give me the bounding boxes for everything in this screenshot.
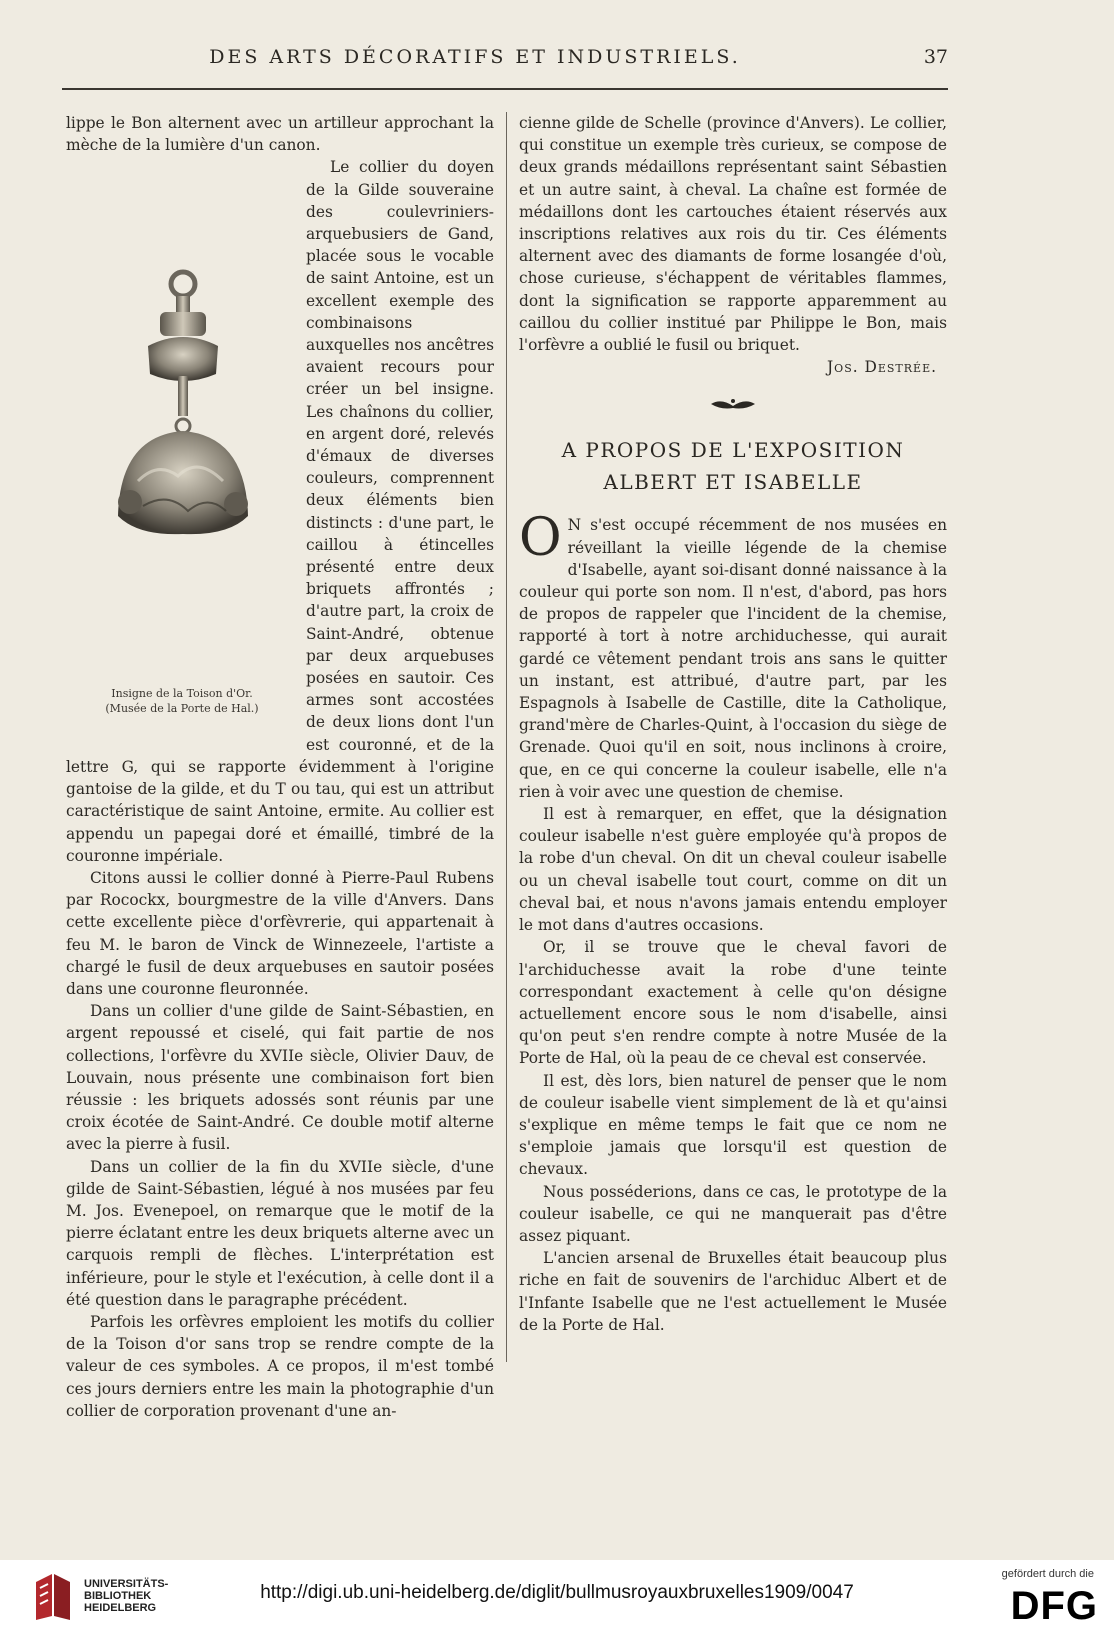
figure-caption <box>66 686 298 716</box>
page-number: 37 <box>923 46 948 68</box>
paragraph: Dans un collier de la fin du XVIIe siècle, d'une gilde de Saint-Sébastien, légué à nos musées par feu M. Jos. Evenepoel, on remarque que le motif de la pierre éclatant entre les deux briquets alterne avec un carquois rempli de flèches. L'interprétation est inférieure, pour le style et l'exécution, à celle dont il a été question dans le paragraphe précédent. <box>66 1157 494 1309</box>
paragraph: Il est, dès lors, bien naturel de penser que le nom de couleur isabelle vient simplement de là et qu'ainsi s'explique en même temps le fait que ce nom ne s'emploie jamais que lorsqu'il est question de chevaux. <box>519 1071 947 1179</box>
paragraph: Citons aussi le collier donné à Pierre-Paul Rubens par Rocockx, bourgmestre de la ville d'Anvers. Dans cette excellente pièce d'orfèvrerie, qui appartenait à feu M. le baron de Vinck de Winnezeele, l'artiste a chargé le fusil de deux arquebuses en sautoir posées dans une couronne fleuronnée. <box>66 868 494 998</box>
section-title-line: A PROPOS DE L'EXPOSITION <box>561 438 905 463</box>
lead-letter: N <box>567 516 582 535</box>
paragraph: Il est à remarquer, en effet, que la désignation couleur isabelle n'est guère employée qu'à propos de la robe d'un cheval. On dit un cheval couleur isabelle ou un cheval isabelle tout court, comme on dit un cheval bai, et nous n'avons jamais entendu employer le mot dans d'autres occasions. <box>519 805 947 935</box>
left-column <box>66 112 494 1422</box>
paragraph: Nous posséderions, dans ce cas, le prototype de la couleur isabelle, ce qui ne manquerait pas d'être assez piquant. <box>519 1182 947 1245</box>
caption-line: (Musée de la Porte de Hal.) <box>105 702 259 716</box>
paragraph: Parfois les orfèvres emploient les motifs du collier de la Toison d'or sans trop se rendre compte de la valeur de ces symboles. A ce propos, il m'est tombé ces jours derniers entre les main la photographie d'un collier de corporation provenant d'une an- <box>66 1312 494 1420</box>
ornament-icon <box>709 398 757 412</box>
caption-line: Insigne de la Toison d'Or. <box>111 687 253 701</box>
paragraph: Or, il se trouve que le cheval favori de l'archiduchesse avait la robe d'une teinte correspondant exactement à celle qu'on désigne actuellement encore sous le nom d'isabelle, ainsi qu'on peut s'en rendre compte à notre Musée de la Porte de Hal, où la peau de ce cheval est conservée. <box>519 938 947 1068</box>
footer-bar <box>0 1560 1114 1640</box>
library-name-line: BIBLIOTHEK <box>84 1590 152 1602</box>
library-name-line: HEIDELBERG <box>84 1602 157 1614</box>
paragraph <box>519 508 947 803</box>
insignia-pendant-image <box>108 266 258 556</box>
figure <box>66 156 298 740</box>
header-rule <box>62 88 948 90</box>
funding-label: gefördert durch die <box>1001 1568 1094 1580</box>
section-title <box>519 434 947 498</box>
running-title: DES ARTS DÉCORATIFS ET INDUSTRIELS. <box>209 46 741 68</box>
paragraph: Dans un collier d'une gilde de Saint-Sébastien, en argent repoussé et ciselé, qui fait partie de nos collections, l'orfèvre du XVIIe siècle, Olivier Dauv, de Louvain, nous présente une combinaison fort bien réussie : les briquets adossés sont réunis par une croix écotée de Saint-André. Ce double motif alterne avec la pierre à fusil. <box>66 1002 494 1154</box>
right-column <box>519 112 947 1336</box>
paragraph: cienne gilde de Schelle (province d'Anvers). Le collier, qui constitue un exemple très curieux, se compose de deux grands médaillons représentant saint Sébastien et un autre saint, à cheval. La chaîne est formée de médaillons dont les cartouches étaient réservés aux inscriptions relatives aux rois du tir. Ces éléments alternent avec des diamants de forme losangée d'où, chose curieuse, s'échappent de véritables flammes, dont la signification se rapporte apparemment au caillou du collier institué par Philippe le Bon, mais l'orfèvre a oublié le fusil ou briquet. <box>519 114 947 355</box>
column-divider <box>506 112 507 1362</box>
drop-cap: O <box>519 508 562 569</box>
author-signature <box>519 356 947 378</box>
paragraph-text: s'est occupé récemment de nos musées en réveillant la vieille légende de la chemise d'Isabelle, ayant soi-disant donné naissance à la couleur qui porte son nom. Il n'est, d'abord, pas hors de propos de rappeler que l'incident de la chemise, rapporté à tort à notre archiduchesse, qui aurait gardé ce vêtement pendant trois ans sans le quitter un instant, est attribué, d'autre part, par les Espagnols à Isabelle de Castille, dite la Catholique, grand'mère de Charles-Quint, à l'occasion du siège de Grenade. Quoi qu'il en soit, nous inclinons à croire, que, en ce qui concerne la couleur isabelle, elle n'a rien à voir avec une question de chemise. <box>519 516 947 801</box>
paragraph: lippe le Bon alternent avec un artilleur approchant la mèche de la lumière d'un canon. <box>66 114 494 155</box>
running-head <box>62 46 948 74</box>
signature-text: Jos. Destrée. <box>827 358 937 377</box>
library-name-line: UNIVERSITÄTS- <box>84 1578 169 1590</box>
section-title-line: ALBERT ET ISABELLE <box>603 470 863 495</box>
source-url-link[interactable]: http://digi.ub.uni-heidelberg.de/diglit/bullmusroyauxbruxelles1909/0047 <box>260 1582 854 1603</box>
paragraph: L'ancien arsenal de Bruxelles était beaucoup plus riche en fait de souvenirs de l'archiduc Albert et de l'Infante Isabelle que ne l'est actuellement le Musée de la Porte de Hal. <box>519 1249 947 1334</box>
paragraph: Le collier du doyen de la Gilde souveraine des coulevriniers-arquebusiers de Gand, placée sous le vocable de saint Antoine, est un excellent exemple des combinaisons auxquelles nos ancêtres avaient recours pour créer un bel insigne. Les chaînons du collier, en argent doré, relevés d'émaux de diverses couleurs, comprennent deux éléments bien distincts : d'une part, le caillou à étincelles présenté entre deux briquets affrontés ; d'autre part, la croix de Saint-André, obtenue par deux arquebuses posées en sautoir. Ces armes sont accostées de deux lions dont l'un est couronné, et de la lettre G, qui se rapporte évidemment à l'origine gantoise de la gilde, et du T ou tau, qui est un attribut caractéristique de saint Antoine, ermite. Au collier est appendu un papegai doré et émaillé, timbré de la couronne impériale. <box>66 158 494 865</box>
dfg-logo: DFG <box>1010 1584 1098 1628</box>
ornament-divider <box>519 396 947 412</box>
